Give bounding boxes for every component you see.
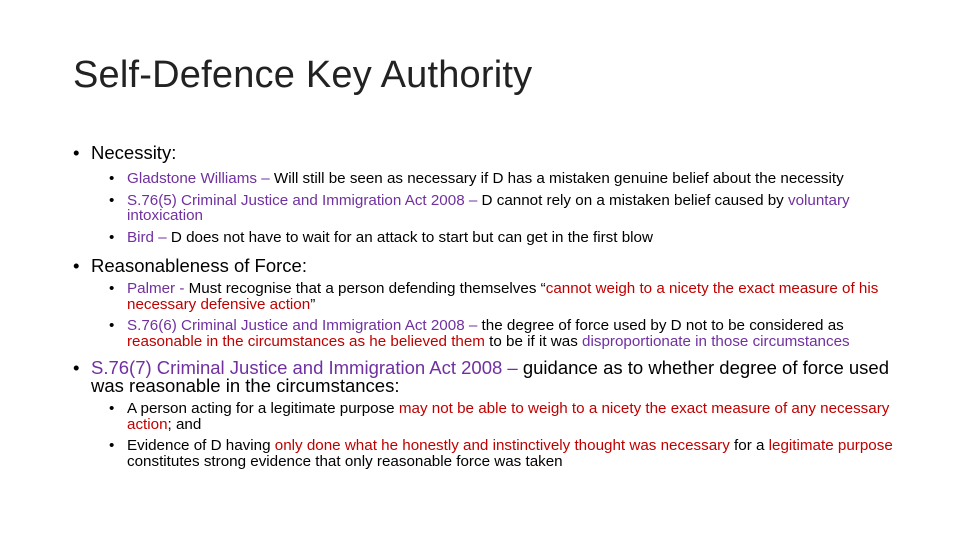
bullet-heading [91, 255, 307, 276]
text-run: Evidence of D having [127, 437, 275, 454]
bullet-text [127, 400, 889, 433]
bullet-dot-icon: • [109, 191, 115, 209]
bullet-level2 [73, 438, 893, 469]
sub-bullet-list [73, 171, 893, 245]
bullet-level2 [73, 281, 893, 312]
bullet-level1 [73, 359, 893, 395]
bullet-dot-icon: • [109, 317, 115, 334]
text-run: to be if it was [484, 332, 583, 350]
bullet-dot-icon: • [109, 280, 115, 297]
bullet-level2 [73, 318, 893, 349]
bullet-level1 [73, 257, 893, 275]
text-run: Bird – [127, 228, 171, 246]
bullet-level2 [73, 171, 893, 187]
bullet-heading [91, 357, 889, 396]
slide-title: Self-Defence Key Authority [73, 54, 533, 96]
text-run: cannot weigh to a nicety the exact measure of his necessary defensive action [127, 280, 879, 313]
text-run: Must recognise that a person defending themselves “ [188, 280, 546, 297]
bullet-text [127, 170, 844, 187]
bullet-dot-icon: • [109, 437, 115, 454]
bullet-dot-icon: • [73, 142, 80, 163]
text-run: guidance as to whether degree of force used was reasonable in the circumstances: [91, 357, 889, 396]
text-run: A person acting for a legitimate purpose [127, 400, 399, 417]
bullet-text [127, 192, 850, 225]
text-run: only done what he honestly and instinctively thought was necessary [274, 437, 730, 454]
text-run: S.76(7) Criminal Justice and Immigration Act 2008 – [91, 357, 523, 378]
text-run: Palmer - [127, 280, 189, 297]
bullet-text [127, 317, 850, 350]
text-run: constitutes strong evidence that only reasonable force was taken [127, 452, 563, 470]
sub-bullet-list [73, 401, 893, 469]
bullet-dot-icon: • [73, 357, 80, 378]
text-run: reasonable in the circumstances as he believed them [127, 332, 485, 350]
bullet-heading [91, 142, 176, 163]
text-run: voluntary intoxication [127, 191, 850, 224]
text-run: Will still be seen as necessary if D has a mistaken genuine belief about the necessity [273, 170, 844, 187]
bullet-dot-icon: • [109, 170, 115, 187]
text-run: ; and [167, 415, 202, 433]
bullet-text [127, 437, 893, 470]
text-run: Necessity: [91, 142, 177, 163]
text-run: Reasonableness of Force: [91, 255, 307, 276]
text-run: disproportionate in those circumstances [582, 332, 850, 350]
text-run: S.76(5) Criminal Justice and Immigration Act 2008 – [127, 191, 482, 209]
text-run: D does not have to wait for an attack to start but can get in the first blow [170, 228, 653, 246]
text-run: Gladstone Williams – [127, 170, 274, 187]
bullet-level2 [73, 401, 893, 432]
bullet-level2 [73, 193, 893, 224]
sub-bullet-list [73, 281, 893, 349]
bullet-dot-icon: • [109, 228, 115, 246]
slide-content [73, 144, 893, 475]
bullet-text [127, 280, 878, 313]
bullet-level2 [73, 230, 893, 246]
bullet-dot-icon: • [109, 400, 115, 417]
text-run: D cannot rely on a mistaken belief caused by [481, 191, 788, 209]
text-run: S.76(6) Criminal Justice and Immigration Act 2008 – [127, 317, 482, 334]
bullet-text [127, 229, 653, 246]
text-run: legitimate purpose [768, 437, 893, 454]
text-run: for a [729, 437, 769, 454]
bullet-dot-icon: • [73, 255, 80, 276]
text-run: ” [310, 295, 316, 313]
text-run: the degree of force used by D not to be considered as [481, 317, 844, 334]
bullet-level1 [73, 144, 893, 162]
text-run: may not be able to weigh to a nicety the exact measure of any necessary action [127, 400, 890, 433]
